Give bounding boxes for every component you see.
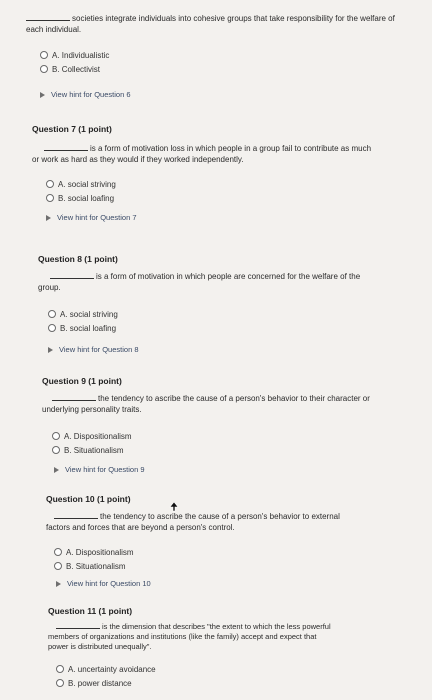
radio-unselected-icon[interactable] — [40, 51, 48, 59]
answer-blank — [54, 510, 98, 519]
question-9-stem: the tendency to ascribe the cause of a person's behavior to their character or underlying personality traits. — [42, 394, 370, 414]
question-8 — [38, 254, 373, 354]
radio-unselected-icon[interactable] — [54, 562, 62, 570]
radio-unselected-icon[interactable] — [46, 180, 54, 188]
triangle-right-icon — [48, 347, 53, 353]
question-11 — [48, 606, 338, 690]
radio-unselected-icon[interactable] — [52, 432, 60, 440]
radio-unselected-icon[interactable] — [52, 446, 60, 454]
question-title: Question 8 (1 point) — [38, 254, 118, 264]
question-6 — [26, 12, 406, 99]
radio-unselected-icon[interactable] — [40, 65, 48, 73]
question-10 — [46, 494, 346, 588]
question-9 — [42, 376, 377, 474]
option-b[interactable]: B. Situationalism — [52, 443, 377, 457]
radio-unselected-icon[interactable] — [46, 194, 54, 202]
answer-blank — [26, 12, 70, 21]
hint-link[interactable]: View hint for Question 9 — [54, 465, 377, 474]
hint-link[interactable]: View hint for Question 7 — [46, 213, 372, 222]
hint-link[interactable]: View hint for Question 8 — [48, 345, 373, 354]
question-title: Question 10 (1 point) — [46, 494, 131, 504]
question-8-stem: is a form of motivation in which people are concerned for the welfare of the group. — [38, 272, 361, 292]
triangle-right-icon — [40, 92, 45, 98]
answer-blank — [50, 270, 94, 279]
option-b[interactable]: B. social loafing — [48, 321, 373, 335]
question-7-stem: is a form of motivation loss in which people in a group fail to contribute as much or work as hard as they would if they worked independently. — [32, 144, 372, 164]
option-a[interactable]: A. Dispositionalism — [54, 545, 346, 559]
question-6-stem: societies integrate individuals into cohesive groups that take responsibility for the welfare of each individual. — [26, 14, 395, 34]
triangle-right-icon — [56, 581, 61, 587]
question-title: Question 11 (1 point) — [48, 606, 133, 616]
question-title: Question 9 (1 point) — [42, 376, 122, 386]
option-b[interactable]: B. power distance — [56, 676, 338, 690]
answer-blank — [44, 142, 88, 151]
hint-link[interactable]: View hint for Question 6 — [40, 90, 406, 99]
option-a[interactable]: A. social striving — [46, 177, 372, 191]
radio-unselected-icon[interactable] — [56, 679, 64, 687]
triangle-right-icon — [54, 467, 59, 473]
option-a[interactable]: A. social striving — [48, 307, 373, 321]
radio-unselected-icon[interactable] — [48, 310, 56, 318]
triangle-right-icon — [46, 215, 51, 221]
answer-blank — [52, 392, 96, 401]
answer-blank — [56, 620, 100, 629]
option-b[interactable]: B. Situationalism — [54, 559, 346, 573]
hint-link[interactable]: View hint for Question 10 — [56, 579, 346, 588]
question-11-stem: is the dimension that describes "the extent to which the less powerful members of organizations and institutions (like the family) accept and expect that power is distributed unequally". — [48, 622, 331, 651]
question-10-stem: the tendency to ascribe the cause of a person's behavior to external factors and forces that are beyond a person's control. — [46, 512, 340, 532]
option-b[interactable]: B. social loafing — [46, 191, 372, 205]
radio-unselected-icon[interactable] — [54, 548, 62, 556]
mouse-pointer-icon — [169, 502, 179, 516]
option-a[interactable]: A. Dispositionalism — [52, 429, 377, 443]
option-a[interactable]: A. Individualistic — [40, 48, 406, 62]
question-7 — [32, 124, 372, 222]
radio-unselected-icon[interactable] — [48, 324, 56, 332]
option-b[interactable]: B. Collectivist — [40, 62, 406, 76]
radio-unselected-icon[interactable] — [56, 665, 64, 673]
option-a[interactable]: A. uncertainty avoidance — [56, 662, 338, 676]
question-title: Question 7 (1 point) — [32, 124, 112, 134]
